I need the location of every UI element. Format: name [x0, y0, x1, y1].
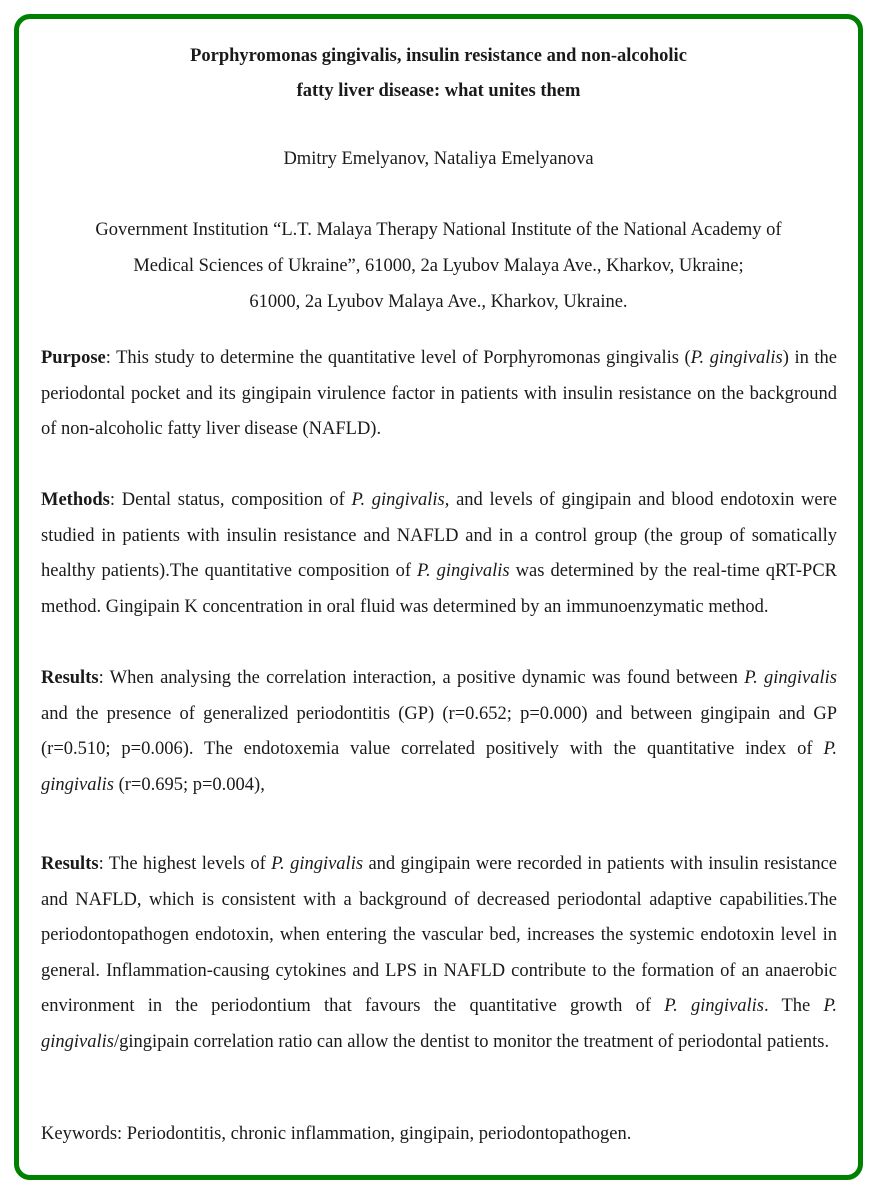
results-text: /gingipain correlation ratio can allow the dentist to monitor the treatment of periodontal patients.: [113, 1031, 830, 1052]
species-name: P. gingivalis: [41, 996, 838, 1052]
results-text: . The: [763, 996, 824, 1016]
title-line-2: fatty liver disease: what unites them: [296, 81, 581, 101]
species-name: P. gingivalis: [417, 561, 510, 581]
purpose-text: ) in the periodontal pocket and its gingipain virulence factor in patients with insulin resistance on the background of non-alcoholic fatty liver disease (NAFLD).: [41, 348, 837, 439]
title-line-1: Porphyromonas gingivalis, insulin resistance and non-alcoholic: [190, 46, 687, 66]
results-section-2: [41, 847, 837, 1060]
results-text: : When analysing the correlation interaction, a positive dynamic was found between: [98, 668, 745, 688]
species-name: P. gingivalis: [664, 996, 764, 1016]
results-text: and gingipain were recorded in patients with insulin resistance and NAFLD, which is consistent with a background of decreased periodontal adaptive capabilities.The periodontopathogen endotoxin, when entering the vascular bed, increases the systemic endotoxin level in general. Inflammation-causing cytokines and LPS in NAFLD contribute to the formation of an anaerobic environment in the periodontium that favours the quantitative growth of: [41, 854, 837, 1016]
methods-text: : Dental status, composition of: [109, 490, 352, 510]
species-name: P. gingivalis: [690, 348, 783, 368]
methods-text: , and levels of gingipain and blood endotoxin were studied in patients with insulin resistance and NAFLD and in a control group (the group of somatically healthy patients).The quantitative composition of: [41, 490, 837, 581]
results-section-1: [41, 661, 837, 803]
paper-title: [19, 39, 858, 109]
results-label: Results: [41, 854, 99, 874]
affiliation: [41, 212, 836, 320]
methods-text: was determined by the real-time qRT-PCR method. Gingipain K concentration in oral fluid was determined by an immunoenzymatic method.: [41, 561, 837, 617]
results-label: Results: [41, 668, 99, 688]
purpose-label: Purpose: [41, 348, 106, 368]
keywords: Keywords: Periodontitis, chronic inflammation, gingipain, periodontopathogen.: [41, 1124, 632, 1144]
results-text: : The highest levels of: [98, 854, 272, 874]
results-text: and the presence of generalized periodontitis (GP) (r=0.652; p=0.000) and between gingipain and GP (r=0.510; p=0.006). The endotoxemia value correlated positively with the quantitative index of: [41, 703, 837, 759]
affiliation-line-1: Government Institution “L.T. Malaya Therapy National Institute of the National Academy of: [95, 220, 782, 240]
methods-section: [41, 483, 837, 625]
species-name: P. gingivalis: [351, 490, 445, 510]
affiliation-line-3: 61000, 2a Lyubov Malaya Ave., Kharkov, Ukraine.: [249, 292, 628, 312]
author-list: Dmitry Emelyanov, Nataliya Emelyanova: [283, 149, 594, 169]
methods-label: Methods: [41, 490, 110, 510]
species-name: P. gingivalis: [744, 668, 837, 688]
species-name: P. gingivalis: [271, 854, 364, 874]
abstract-frame: [14, 14, 863, 1180]
results-text: (r=0.695; p=0.004),: [113, 774, 265, 795]
species-name: P. gingivalis: [41, 739, 837, 795]
affiliation-line-2: Medical Sciences of Ukraine”, 61000, 2a Lyubov Malaya Ave., Kharkov, Ukraine;: [133, 256, 744, 276]
purpose-text: : This study to determine the quantitative level of Porphyromonas gingivalis (: [105, 348, 691, 368]
purpose-section: [41, 341, 837, 448]
